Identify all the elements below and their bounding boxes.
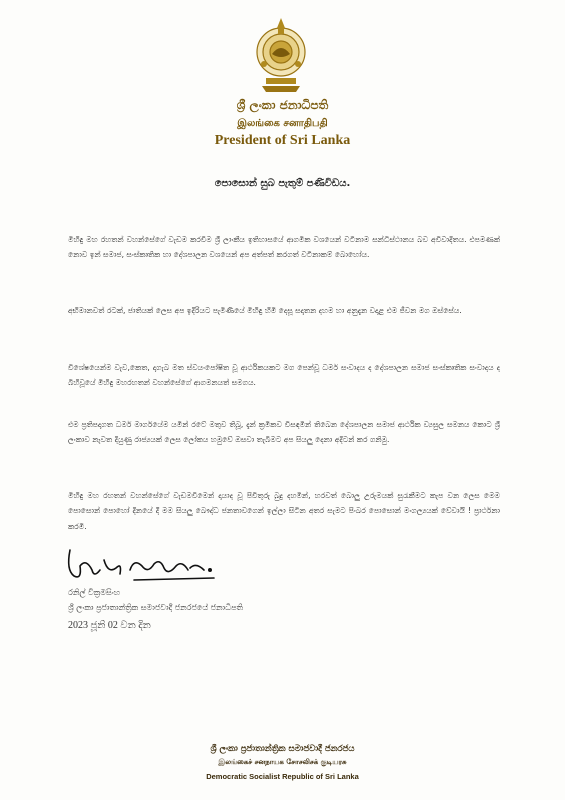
signatory-title: ශ්‍රී ලංකා ප්‍රජාතාන්ත්‍රික සමාජවාදී ජනරජයේ ජනාධිපති: [68, 603, 244, 612]
handwritten-signature: [64, 540, 224, 590]
letter-subject: පොසොන් සුබ පැතුම් පණිවිඩය.: [214, 178, 351, 189]
footer-line-sinhala: ශ්‍රී ලංකා ප්‍රජාතාන්ත්‍රික සමාජවාදී ජනරජය: [210, 744, 355, 754]
header-title-english: President of Sri Lanka: [214, 133, 351, 148]
sri-lanka-emblem-icon: [252, 14, 310, 96]
header-title-tamil: இலங்கை சனாதிபதி: [237, 118, 328, 129]
signatory-name: රනිල් වික්‍රමසිංහ: [68, 588, 121, 597]
letter-paragraph: මිහිඳු මහ රහතන් වහන්සේගේ වැඩමවීමෙන් දායාද වූ පිවිතුරු බුදු දහමින්, හරවත් බොලු උරුමයක් සුරැකීමට කැප වන ලෙස මෙම පොසොන් පොහෝ දිනයේ දී මම සියලු බෞද්ධ ජනතාවගෙන් ඉල්ලා සිටින අතර සැමට පිංබර පොසොන් මංගල්‍යයක් වේවායි ! ප්‍රාර්ථනා කරමි.: [68, 491, 500, 531]
footer-line-tamil: இலங்கைச் சனநாயக சோசலிசக் குடியரசு: [218, 758, 347, 766]
letter-paragraph: විශේෂයෙන්ම වැව,කෙත, දාගැබ මත ස්වයංපෝෂිත වූ ආර්ථිකයකට මග පෙන්වූ ධර්ම සංවාදය ද දේශපාලන සමාජ සංස්කෘතික සංවාදය ද බිහිවූයේ මිහිඳු මහරහතන් වහන්සේගේ ආගමනයත් සමගය.: [68, 363, 500, 388]
footer-line-english: Democratic Socialist Republic of Sri Lanka: [206, 772, 359, 781]
letter-paragraph: අභිමානවත් රටක්, ජාතියක් ලෙස අප ඉදිරියට පැමිණියේ මිහිඳු හිමි දෙසූ සදාතන දහම හා අනුදැන වදාළ එම ජීවන මග ඔස්සේය.: [68, 306, 462, 315]
header-title-sinhala: ශ්‍රී ලංකා ජනාධිපති: [236, 98, 329, 112]
letter-date: 2023 ජූනි 02 වන දින: [68, 620, 151, 631]
letter-paragraph: එම ප්‍රතිපදාගත ධර්ම මාර්ගයේම යමින් රටේ මතුව තිබූ, දැන් ක්‍රමිකව විසඳමින් තිබෙන දේශපාලන සමාජ ආර්ථික ව්‍යසුල සමනය කොට ශ්‍රී ලංකාව නැවත දියුණු රාජ්‍යයක් ලෙස ලෝකය හමුවේ ඔසවා තැබීමට අප සියලු දෙනා අදිටන් කර ගනිමු.: [68, 420, 500, 445]
letter-paragraph: මිහිඳු මහ රහතන් වහන්සේගේ වැඩම කරවීම ශ්‍රී ලාංකීය ඉතිහාසයේ ආගමික වශයෙන් වටිනාම සන්ධිස්ථානය බව අවිවාදිතය. එපමණක් නොව ඉන් සමාජ, සංස්කෘතික හා දේශපාලන වශයෙන් අප අත්පත් කරගත් වටිනාකම් බොහෝය.: [68, 235, 500, 260]
